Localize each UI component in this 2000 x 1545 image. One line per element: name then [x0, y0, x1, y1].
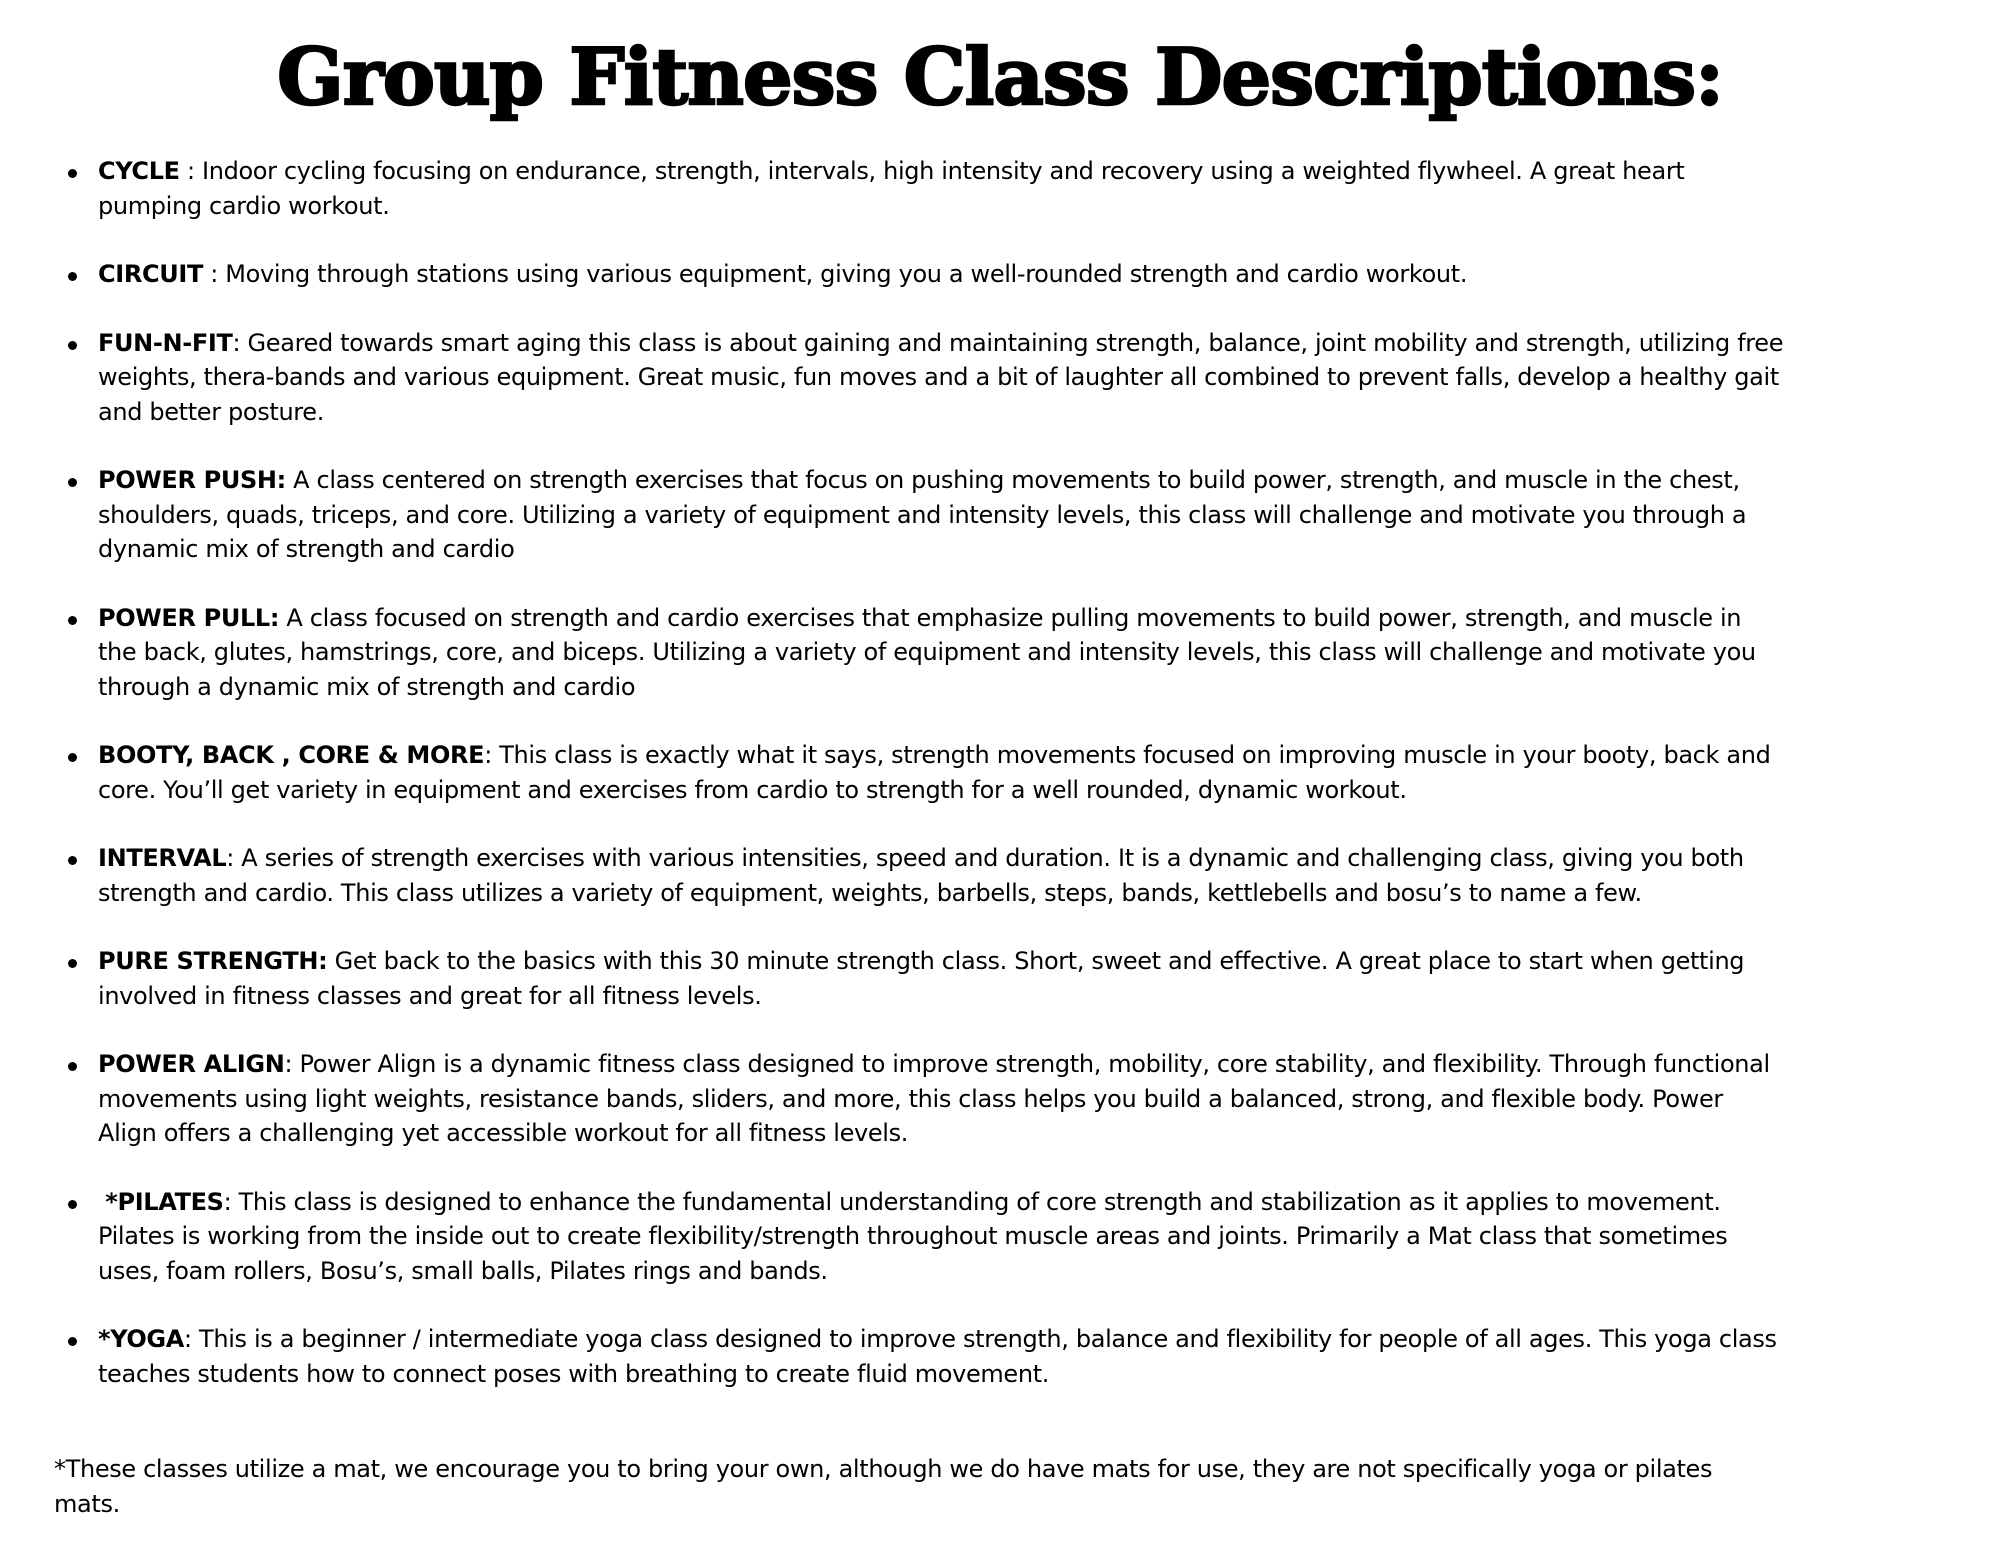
class-name: FUN-N-FIT — [98, 328, 233, 357]
class-item-interval — [66, 841, 1786, 910]
class-description: : This class is designed to enhance the fundamental understanding of core strength and stabilization as it applies to movement. Pilates is working from the inside out to create flexibility/strength throughout muscle areas and joints. Primarily a Mat class that sometimes uses, foam rollers, Bosu’s, small balls, Pilates rings and bands. — [98, 1187, 1728, 1285]
class-description: : Power Align is a dynamic fitness class designed to improve strength, mobility, core stability, and flexibility. Through functional movements using light weights, resistance bands, sliders, and more, this class helps you build a balanced, strong, and flexible body. Power Align offers a challenging yet accessible workout for all fitness levels. — [98, 1050, 1770, 1147]
page-title: Group Fitness Class Descriptions: — [277, 32, 1723, 123]
bullet-icon — [68, 1062, 77, 1071]
class-name: POWER ALIGN — [98, 1050, 285, 1078]
bullet-icon — [68, 959, 77, 968]
class-item-yoga — [66, 1322, 1786, 1391]
class-description: : This class is exactly what it says, strength movements focused on improving muscle in your booty, back and core. You’ll get variety in equipment and exercises from cardio to strength for a well rounded, dynamic workout. — [98, 741, 1771, 804]
class-description: : Geared towards smart aging this class is about gaining and maintaining strength, balance, joint mobility and strength, utilizing free weights, thera-bands and various equipment. Great music, fun moves and a bit of laughter all combined to prevent falls, develop a healthy gait and better posture. — [98, 328, 1784, 426]
class-description: Get back to the basics with this 30 minute strength class. Short, sweet and effective. A great place to start when getting involved in fitness classes and great for all fitness levels. — [98, 947, 1745, 1010]
class-item-pure-strength — [66, 944, 1786, 1013]
bullet-icon — [68, 478, 77, 487]
class-item-fun-n-fit — [66, 326, 1786, 430]
class-item-power-push — [66, 463, 1786, 567]
class-item-circuit — [66, 257, 1786, 292]
class-name: *YOGA — [98, 1325, 185, 1353]
class-description: : Moving through stations using various equipment, giving you a well-rounded strength and cardio workout. — [202, 260, 1468, 288]
class-item-power-align — [66, 1047, 1786, 1151]
bullet-icon — [68, 856, 77, 865]
class-description: : This is a beginner / intermediate yoga class designed to improve strength, balance and flexibility for people of all ages. This yoga class teaches students how to connect poses with breathing to create fluid movement. — [98, 1325, 1777, 1388]
class-name: POWER PUSH: — [98, 466, 286, 494]
class-description: A class focused on strength and cardio exercises that emphasize pulling movements to build power, strength, and muscle in the back, glutes, hamstrings, core, and biceps. Utilizing a variety of equipment and intensity levels, this class will challenge and motivate you through a dynamic mix of strength and cardio — [98, 603, 1756, 701]
class-name: BOOTY, BACK , CORE & MORE — [98, 741, 485, 769]
class-item-power-pull — [66, 601, 1786, 705]
bullet-icon — [68, 272, 77, 281]
bullet-icon — [68, 169, 77, 178]
class-description: A class centered on strength exercises that focus on pushing movements to build power, strength, and muscle in the chest, shoulders, quads, triceps, and core. Utilizing a variety of equipment and intensity levels, this class will challenge and motivate you through a dynamic mix of strength and cardio — [98, 466, 1747, 563]
class-item-cycle — [66, 154, 1786, 223]
class-name: *PILATES — [105, 1187, 224, 1216]
class-name: INTERVAL — [98, 844, 227, 872]
class-description: : Indoor cycling focusing on endurance, strength, intervals, high intensity and recovery using a weighted flywheel. A great heart pumping cardio workout. — [98, 157, 1685, 220]
class-description-list — [66, 154, 1786, 1425]
bullet-icon — [68, 616, 77, 625]
class-item-booty-back-core — [66, 738, 1786, 807]
class-name: POWER PULL: — [98, 603, 280, 632]
class-name: PURE STRENGTH: — [98, 947, 328, 975]
bullet-icon — [68, 753, 77, 762]
bullet-icon — [68, 341, 77, 350]
class-item-pilates — [66, 1185, 1786, 1289]
mat-footnote: *These classes utilize a mat, we encourage you to bring your own, although we do have mats for use, they are not specifically yoga or pilates mats. — [54, 1455, 1713, 1518]
class-name: CYCLE — [98, 157, 180, 185]
bullet-icon — [68, 1200, 77, 1209]
class-name: CIRCUIT — [98, 260, 203, 288]
bullet-icon — [68, 1337, 77, 1346]
class-description: : A series of strength exercises with various intensities, speed and duration. It is a dynamic and challenging class, giving you both strength and cardio. This class utilizes a variety of equipment, weights, barbells, steps, bands, kettlebells and bosu’s to name a few. — [98, 844, 1744, 907]
